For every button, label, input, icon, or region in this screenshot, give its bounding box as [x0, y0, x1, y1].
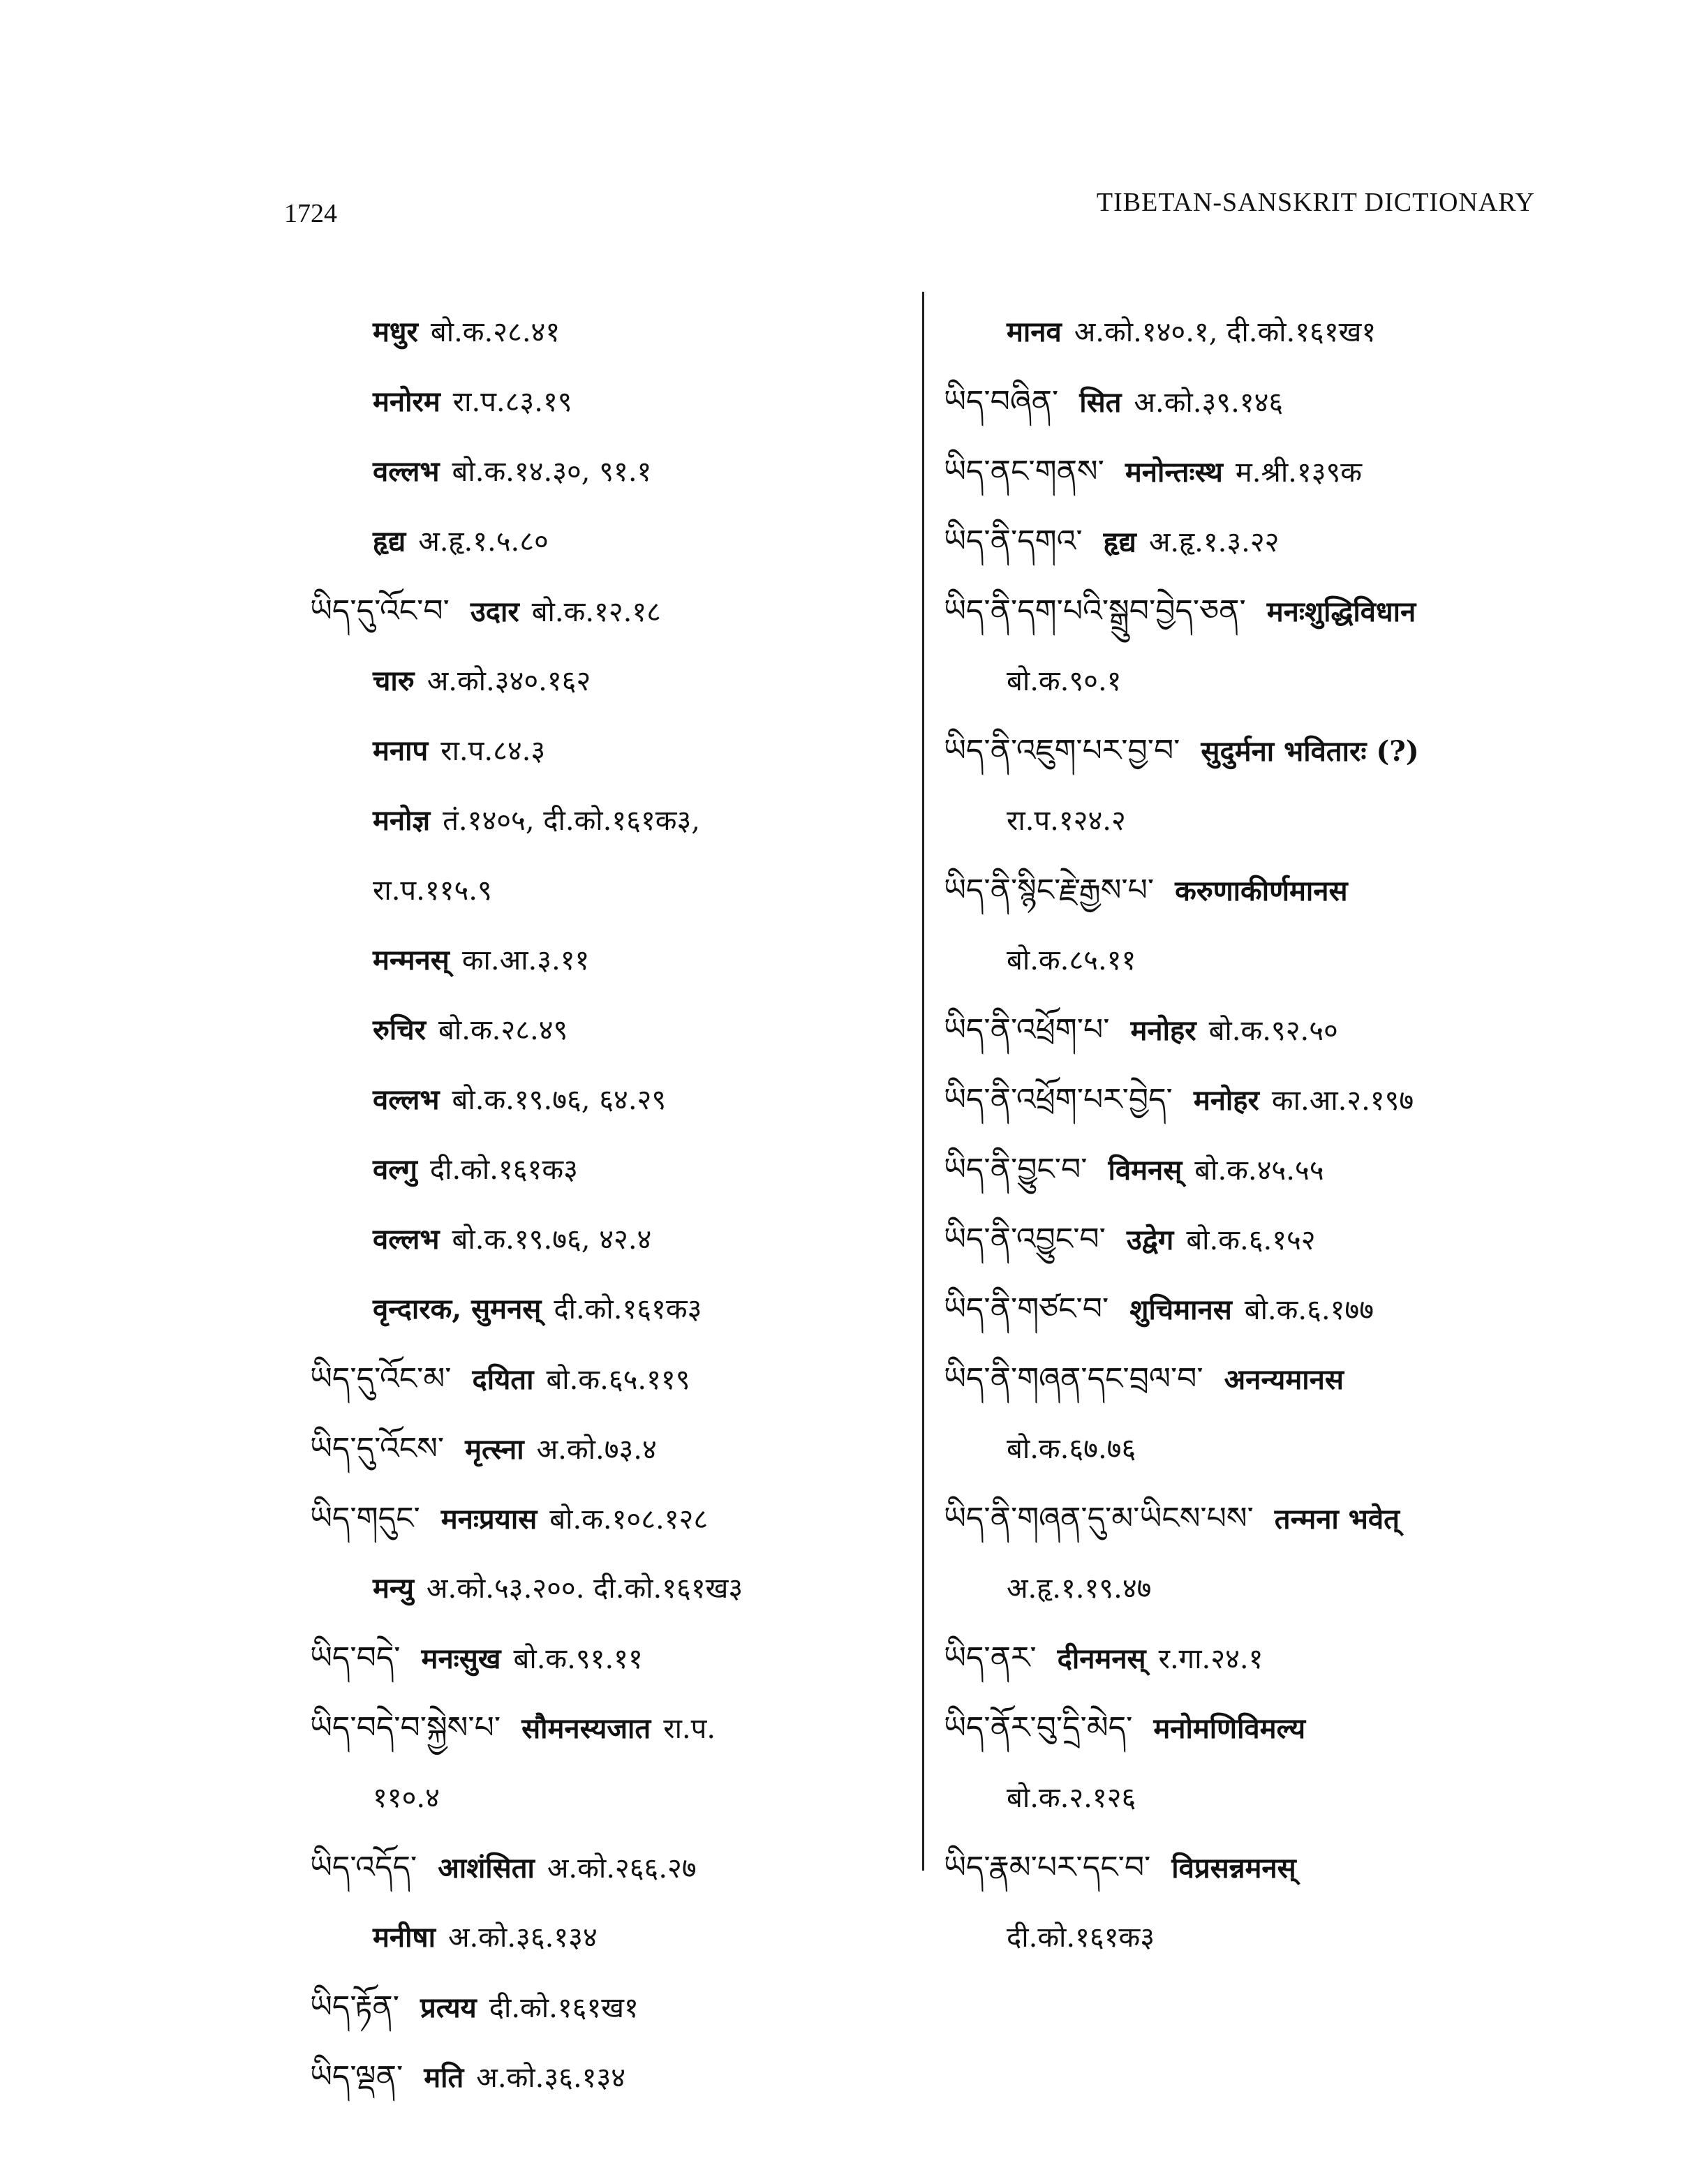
- tibetan-headword: ཡིད་གདུང་: [310, 1501, 420, 1536]
- sanskrit-equivalent: वृन्दारक, सुमनस्: [373, 1293, 542, 1325]
- source-reference: बो.क.६७.७६: [1007, 1433, 1136, 1465]
- sanskrit-equivalent: वल्लभ: [373, 455, 440, 488]
- source-reference: बो.क.२८.४१: [430, 316, 561, 348]
- sanskrit-equivalent: मनोरम: [373, 385, 440, 418]
- sanskrit-equivalent: सुदुर्मना भवितारः (?): [1201, 735, 1419, 768]
- sanskrit-equivalent: वल्लभ: [373, 1223, 440, 1256]
- source-reference: अ.हृ.१.५.८०: [418, 526, 549, 558]
- sanskrit-equivalent: मधुर: [373, 315, 418, 348]
- sanskrit-equivalent: वल्गु: [373, 1153, 417, 1186]
- source-reference: का.आ.३.११: [461, 944, 590, 976]
- tibetan-headword: ཡིད་འདོད་: [310, 1850, 417, 1885]
- source-reference: र.गा.२४.१: [1158, 1643, 1263, 1675]
- sanskrit-equivalent: विमनस्: [1108, 1154, 1183, 1187]
- sanskrit-equivalent: मनःशुद्धिविधान: [1266, 595, 1416, 628]
- source-reference: अ.हृ.१.१९.४७: [1007, 1573, 1152, 1605]
- sanskrit-equivalent: मनोमणिविमल्य: [1153, 1712, 1306, 1745]
- sanskrit-equivalent: दयिता: [472, 1363, 534, 1396]
- dictionary-line: [944, 1903, 1586, 1973]
- dictionary-line: [944, 1763, 1586, 1833]
- source-reference: अ.को.३९.१४६: [1134, 387, 1284, 419]
- source-reference: अ.को.३६.१३४: [476, 2062, 626, 2094]
- page-number: 1724: [284, 199, 337, 228]
- left-column: [310, 297, 910, 2112]
- dictionary-line: [944, 716, 1586, 786]
- dictionary-line: [944, 995, 1586, 1065]
- source-reference: रा.प.८३.१९: [452, 386, 572, 418]
- dictionary-line: [944, 1693, 1586, 1763]
- sanskrit-equivalent: हृद्य: [373, 525, 406, 558]
- dictionary-line: [944, 577, 1586, 646]
- sanskrit-equivalent: मनाप: [373, 734, 429, 767]
- source-reference: बो.क.१९.७६, ६४.२९: [452, 1084, 667, 1116]
- running-title: TIBETAN-SANSKRIT DICTIONARY: [1096, 188, 1535, 217]
- sanskrit-equivalent: आशंसिता: [438, 1852, 535, 1885]
- sanskrit-equivalent: हृद्य: [1103, 526, 1136, 558]
- dictionary-line: [944, 926, 1586, 995]
- tibetan-headword: ཡིད་བདེ་: [310, 1640, 401, 1676]
- dictionary-line: [310, 1833, 910, 1903]
- sanskrit-equivalent: करुणाकीर्णमानस: [1175, 875, 1348, 907]
- source-reference: अ.को.१४०.१, दी.को.१६१ख१: [1074, 316, 1377, 348]
- tibetan-headword: ཡིད་བདེ་བ་སྐྱེས་པ་: [310, 1710, 501, 1746]
- dictionary-line: [310, 1135, 910, 1205]
- source-reference: बो.क.१४.३०, ९१.१: [452, 456, 652, 488]
- dictionary-line: [944, 1344, 1586, 1414]
- dictionary-line: [944, 1135, 1586, 1205]
- dictionary-line: [310, 507, 910, 577]
- sanskrit-equivalent: विप्रसन्नमनस्: [1171, 1852, 1296, 1885]
- dictionary-line: [944, 1833, 1586, 1903]
- sanskrit-equivalent: मनःसुख: [421, 1642, 501, 1675]
- dictionary-line: [310, 1693, 910, 1763]
- source-reference: बो.क.१२.१८: [531, 596, 661, 628]
- dictionary-line: [944, 1484, 1586, 1554]
- sanskrit-equivalent: अनन्यमानस: [1224, 1363, 1344, 1396]
- dictionary-line: [944, 646, 1586, 716]
- source-reference: दी.को.१६१क३: [554, 1293, 702, 1325]
- sanskrit-equivalent: मति: [424, 2061, 464, 2094]
- sanskrit-equivalent: मनीषा: [373, 1921, 436, 1954]
- source-reference: बो.क.६.१५२: [1186, 1224, 1316, 1256]
- source-reference: अ.हृ.१.३.२२: [1148, 526, 1280, 558]
- tibetan-headword: ཡིད་དུ་འོང་བ་: [310, 593, 450, 629]
- source-reference: बो.क.९१.११: [513, 1643, 643, 1675]
- tibetan-headword: ཡིད་བཞིན་: [944, 384, 1059, 419]
- tibetan-headword: ཡིད་ནི་གཞན་དང་བྲལ་བ་: [944, 1361, 1203, 1397]
- dictionary-line: [310, 437, 910, 507]
- tibetan-headword: ཡིད་དུ་འོང་མ་: [310, 1361, 452, 1397]
- dictionary-line: [944, 1624, 1586, 1693]
- dictionary-line: [944, 786, 1586, 856]
- source-reference: बो.क.२.१२६: [1007, 1782, 1136, 1814]
- sanskrit-equivalent: सौमनस्यजात: [521, 1712, 651, 1745]
- source-reference: दी.को.१६१क३: [429, 1154, 578, 1186]
- dictionary-line: [310, 786, 910, 856]
- source-reference: अ.को.२६६.२७: [547, 1852, 697, 1885]
- tibetan-headword: ཡིད་ལྡན་: [310, 2059, 403, 2095]
- dictionary-line: [944, 1205, 1586, 1275]
- source-reference: बो.क.९२.५०: [1208, 1015, 1338, 1047]
- sanskrit-equivalent: मन्मनस्: [373, 944, 450, 976]
- source-reference: दी.को.१६१क३: [1007, 1922, 1155, 1954]
- dictionary-line: [944, 1414, 1586, 1484]
- sanskrit-equivalent: उदार: [470, 595, 519, 628]
- dictionary-line: [310, 2042, 910, 2112]
- source-reference: दी.को.१६१ख१: [489, 1992, 639, 2024]
- sanskrit-equivalent: शुचिमानस: [1129, 1293, 1232, 1326]
- source-reference: बो.क.६.१७७: [1244, 1294, 1374, 1326]
- source-reference: रा.प.११५.९: [373, 875, 492, 907]
- dictionary-line: [310, 577, 910, 646]
- dictionary-line: [310, 1065, 910, 1135]
- source-reference: बो.क.१९.७६, ४२.४: [452, 1224, 652, 1256]
- dictionary-line: [310, 367, 910, 437]
- dictionary-line: [310, 995, 910, 1065]
- tibetan-headword: ཡིད་ནི་འཇུག་པར་བྱ་བ་: [944, 733, 1180, 768]
- dictionary-line: [310, 1414, 910, 1484]
- source-reference: बो.क.१०८.१२८: [549, 1503, 709, 1536]
- tibetan-headword: ཡིད་ནི་གཞན་དུ་མ་ཡིངས་པས་: [944, 1501, 1254, 1536]
- sanskrit-equivalent: उद्वेग: [1126, 1224, 1174, 1256]
- sanskrit-equivalent: मन्यु: [373, 1572, 414, 1605]
- dictionary-line: [310, 1624, 910, 1693]
- dictionary-line: [310, 1554, 910, 1624]
- tibetan-headword: ཡིད་དུ་འོངས་: [310, 1431, 445, 1466]
- source-reference: रा.प.१२४.२: [1007, 805, 1126, 837]
- source-reference: का.आ.२.१९७: [1271, 1085, 1414, 1117]
- tibetan-headword: ཡིད་ནི་འཕྲོག་པ་: [944, 1012, 1110, 1048]
- dictionary-line: [944, 1275, 1586, 1344]
- tibetan-headword: ཡིད་ནི་དགའ་: [944, 523, 1083, 559]
- tibetan-headword: ཡིད་ནི་སྙིང་རྗེ་རྒྱས་པ་: [944, 872, 1155, 908]
- dictionary-line: [944, 1065, 1586, 1135]
- dictionary-line: [310, 926, 910, 995]
- dictionary-line: [310, 1763, 910, 1833]
- sanskrit-equivalent: मृत्स्ना: [465, 1433, 524, 1466]
- dictionary-line: [310, 716, 910, 786]
- tibetan-headword: ཡིད་ནི་འབྱུང་བ་: [944, 1221, 1106, 1257]
- dictionary-line: [310, 1205, 910, 1275]
- source-reference: बो.क.९०.१: [1007, 665, 1122, 697]
- sanskrit-equivalent: तन्मना भवेत्: [1274, 1503, 1400, 1536]
- dictionary-line: [310, 646, 910, 716]
- source-reference: अ.को.३६.१३४: [447, 1922, 598, 1954]
- sanskrit-equivalent: मनोहर: [1130, 1014, 1196, 1047]
- sanskrit-equivalent: दीनमनस्: [1057, 1642, 1146, 1675]
- dictionary-line: [944, 437, 1586, 507]
- source-reference: बो.क.८५.११: [1007, 944, 1136, 976]
- sanskrit-equivalent: मनोन्तःस्थ: [1125, 456, 1223, 489]
- source-reference: अ.को.५३.२००. दी.को.१६१ख३: [426, 1573, 743, 1605]
- sanskrit-equivalent: मनोज्ञ: [373, 804, 431, 837]
- tibetan-headword: ཡིད་ནར་: [944, 1640, 1037, 1676]
- sanskrit-equivalent: वल्लभ: [373, 1083, 440, 1116]
- dictionary-line: [310, 856, 910, 926]
- source-reference: रा.प.८४.३: [440, 735, 546, 767]
- dictionary-line: [944, 1554, 1586, 1624]
- dictionary-line: [310, 1484, 910, 1554]
- source-reference: रा.प.: [663, 1713, 716, 1745]
- dictionary-line: [944, 507, 1586, 577]
- source-reference: बो.क.२८.४९: [438, 1014, 568, 1046]
- dictionary-line: [944, 856, 1586, 926]
- sanskrit-equivalent: मनोहर: [1193, 1084, 1259, 1117]
- tibetan-headword: ཡིད་ནང་གནས་: [944, 454, 1104, 489]
- dictionary-line: [310, 1344, 910, 1414]
- dictionary-line: [944, 297, 1586, 367]
- dictionary-line: [310, 297, 910, 367]
- tibetan-headword: ཡིད་ནི་གཙང་བ་: [944, 1291, 1109, 1327]
- dictionary-line: [310, 1275, 910, 1344]
- dictionary-line: [944, 367, 1586, 437]
- sanskrit-equivalent: प्रत्यय: [420, 1991, 477, 2024]
- sanskrit-equivalent: मानव: [1007, 315, 1062, 348]
- tibetan-headword: ཡིད་ནི་དག་པའི་སྒྲུབ་བྱེད་ཅན་: [944, 593, 1246, 629]
- column-divider: [922, 292, 924, 1871]
- tibetan-headword: ཡིད་རྟོན་: [310, 1989, 399, 2025]
- source-reference: ११०.४: [373, 1782, 440, 1814]
- dictionary-line: [310, 1903, 910, 1973]
- source-reference: अ.को.३४०.१६२: [427, 665, 591, 697]
- source-reference: तं.१४०५, दी.को.१६१क३,: [443, 805, 701, 837]
- sanskrit-equivalent: चारु: [373, 664, 415, 697]
- tibetan-headword: ཡིད་ནི་བྱུང་བ་: [944, 1152, 1088, 1187]
- source-reference: बो.क.४५.५५: [1194, 1154, 1324, 1187]
- source-reference: बो.क.६५.११९: [546, 1364, 690, 1396]
- source-reference: म.श्री.१३९क: [1235, 456, 1363, 489]
- right-column: [944, 297, 1586, 1973]
- tibetan-headword: ཡིད་ནོར་བུ་དྲི་མེད་: [944, 1710, 1133, 1746]
- tibetan-headword: ཡིད་རྣམ་པར་དང་བ་: [944, 1850, 1151, 1885]
- source-reference: अ.को.७३.४: [536, 1434, 657, 1466]
- sanskrit-equivalent: सित: [1079, 386, 1122, 419]
- tibetan-headword: ཡིད་ནི་འཕྲོག་པར་བྱེད་: [944, 1082, 1173, 1117]
- dictionary-line: [310, 1973, 910, 2042]
- sanskrit-equivalent: मनःप्रयास: [440, 1503, 538, 1536]
- sanskrit-equivalent: रुचिर: [373, 1013, 427, 1046]
